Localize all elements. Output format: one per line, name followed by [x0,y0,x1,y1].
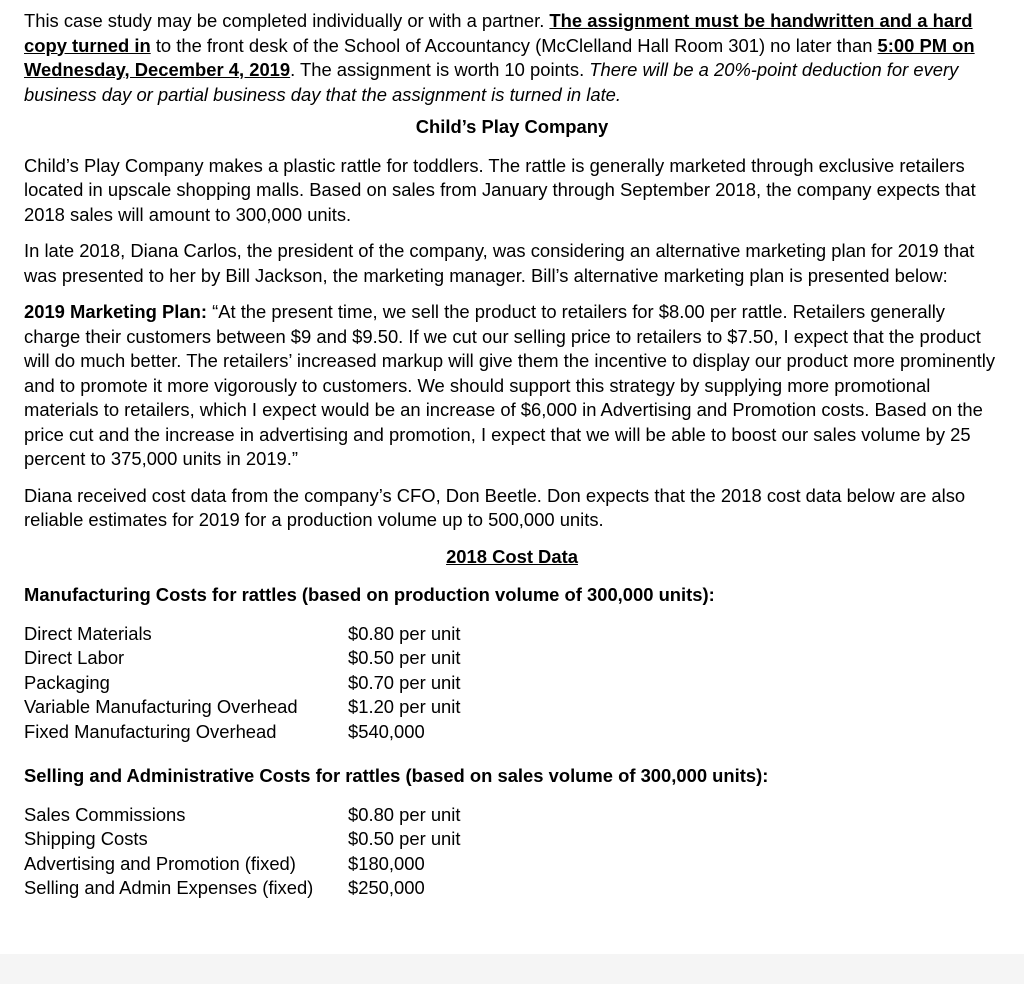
cost-value: $0.50 per unit [348,828,461,849]
cost-value: $0.80 per unit [348,622,461,644]
intro-text-1: This case study may be completed individually or with a partner. [24,10,550,31]
cost-label: Sales Commissions [24,803,186,825]
table-row [24,671,460,696]
cost-value: $0.50 per unit [348,647,461,668]
marketing-plan-label: 2019 Marketing Plan: [24,301,207,322]
cost-value: $0.80 per unit [348,803,461,825]
cost-value: $540,000 [348,720,425,742]
paragraph-marketing-plan [24,300,1000,472]
cost-value: $180,000 [348,852,425,874]
intro-text-2: to the front desk of the School of Accountancy (McClelland Hall Room 301) no later than [150,34,878,56]
table-row [24,876,460,901]
table-row [24,803,460,828]
cost-value: $1.20 per unit [348,696,461,717]
cost-label: Fixed Manufacturing Overhead [24,720,277,742]
selling-admin-costs-heading: Selling and Administrative Costs for rattles (based on sales volume of 300,000 units): [24,765,769,786]
paragraph-company: Child’s Play Company makes a plastic rattle for toddlers. The rattle is generally marketed through exclusive retailers located in upscale shopping malls. Based on sales from January through September 2018, the company expects that 2018 sales will amount to 300,000 units. [24,154,976,225]
page-bottom-margin [0,954,1024,984]
table-row [24,622,460,647]
cost-label: Advertising and Promotion (fixed) [24,852,296,874]
cost-value: $250,000 [348,877,425,898]
intro-deadline: 5:00 PM on Wednesday, December 4, 2019 [24,34,975,80]
intro-handwritten-requirement: The assignment must be handwritten and a hard copy turned in [24,10,973,56]
cost-label: Variable Manufacturing Overhead [24,696,298,717]
case-title: Child’s Play Company [415,116,609,137]
intro-text-3: . The assignment is worth 10 points. [290,59,590,80]
table-row [24,827,460,852]
manufacturing-costs-heading: Manufacturing Costs for rattles (based on production volume of 300,000 units): [24,584,715,605]
cost-value: $0.70 per unit [348,671,461,693]
paragraph-alternative-plan: In late 2018, Diana Carlos, the president of the company, was considering an alternative marketing plan for 2019 that was presented to her by Bill Jackson, the marketing manager. Bill’s alternative marketing plan is presented below: [24,240,975,286]
paragraph-cfo: Diana received cost data from the company’s CFO, Don Beetle. Don expects that the 2018 cost data below are also reliable estimates for 2019 for a production volume up to 500,000 units. [24,484,966,530]
marketing-plan-text: “At the present time, we sell the product to retailers for $8.00 per rattle. Retailers generally charge their customers between $9 and $9.50. If we cut our selling price to retailers to $7.50, I expect that the product will do much better. The retailers’ increased markup will give them the incentive to display our product more prominently and to promote it more vigorously to customers. We should support this strategy by supplying more promotional materials to retailers, which I expect would be an increase of $6,000 in Advertising and Promotion costs. Based on the price cut and the increase in advertising and promotion, I expect that we will be able to boost our sales volume by 25 percent to 375,000 units in 2019.” [24,301,996,469]
selling-admin-costs-table [24,803,460,901]
cost-label: Shipping Costs [24,828,148,849]
table-row [24,695,460,720]
cost-label: Direct Labor [24,647,125,668]
cost-label: Packaging [24,671,110,693]
table-row [24,646,460,671]
cost-label: Selling and Admin Expenses (fixed) [24,877,314,898]
intro-paragraph [24,9,1000,107]
manufacturing-costs-table [24,622,460,745]
cost-label: Direct Materials [24,622,152,644]
intro-late-penalty: There will be a 20%-point deduction for every business day or partial business day that the assignment is turned in late. [24,59,959,105]
table-row [24,852,460,877]
table-row [24,720,460,745]
cost-data-title: 2018 Cost Data [446,545,578,567]
